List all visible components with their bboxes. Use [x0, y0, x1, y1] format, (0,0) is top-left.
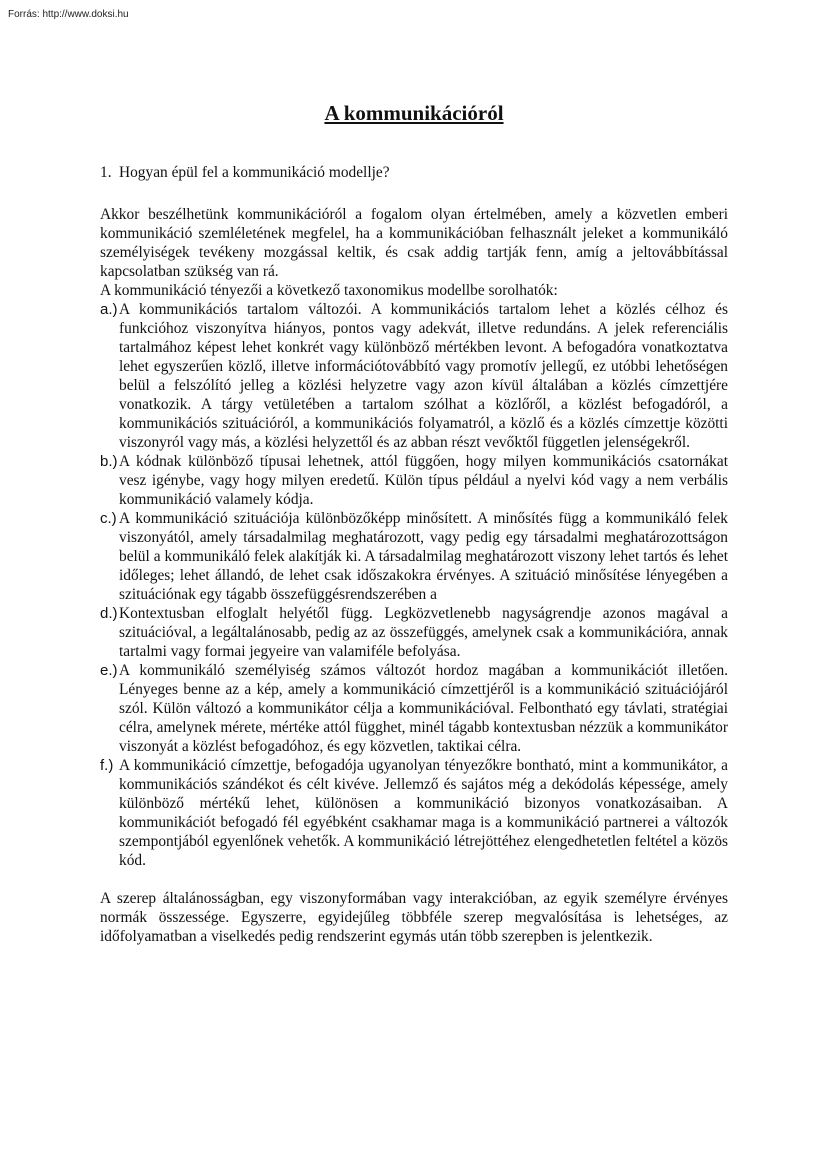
- item-letter: b.): [100, 453, 118, 470]
- item-letter: f.): [100, 757, 114, 774]
- list-item-e: [100, 661, 728, 756]
- item-text: A kommunikációs tartalom változói. A kommunikációs tartalom lehet a közlés célhoz és funkcióhoz viszonyítva hiányos, pontos vagy adekvát, illetve redundáns. A jelek referenciális tartalmához képest lehet konkrét vagy különböző mértékben levont. A befogadóra vonatkoztatva lehet egyszerűen közlő, illetve információtovábbító vagy promotív jellegű, ez utóbbi lehetőségen belül a felszólító jelleg a közlési helyzetre vagy azon kívül általában a közlés címzettjére vonatkozik. A tárgy vetületében a tartalom szólhat a közlőről, a közlést befogadóról, a kommunikációs szituációról, a kommunikációs folyamatról, a közlő és a közlés címzettje közötti viszonyról vagy más, a közlési helyzettől és az abban részt vevőktől független jelenségekről.: [119, 301, 728, 451]
- intro-paragraph: Akkor beszélhetünk kommunikációról a fogalom olyan értelmében, amely a közvetlen emberi kommunikáció szemléletének megfelel, ha a kommunikációban felhasznált jeleket a kommunikáló személyiségek tevékeny mozgással keltik, és csak addig tartják fenn, amíg a jeltovábbítással kapcsolatban szükség van rá.: [100, 206, 728, 280]
- intro-lead: A kommunikáció tényezői a következő taxonomikus modellbe sorolhatók:: [100, 282, 558, 299]
- item-text: Kontextusban elfoglalt helyétől függ. Legközvetlenebb nagyságrendje azonos magával a szituációval, a legáltalánosabb, pedig az az összefüggés, amelynek csak a kommunikációra, annak tartalmi vagy formai jegyeire van valamiféle befolyása.: [119, 605, 728, 660]
- item-text: A kommunikáció címzettje, befogadója ugyanolyan tényezőkre bontható, mint a kommunikátor, a kommunikációs szándékot és célt kivéve. Jellemző és sajátos még a dekódolás képessége, amely különböző mértékű lehet, különösen a kommunikáció bizonyos vonatkozásaiban. A kommunikációt befogadó fél egyébként csakhamar maga is a kommunikáció partnerei a változók szempontjából egyenlőnek vehetők. A kommunikáció létrejöttéhez elengedhetetlen feltétel a közös kód.: [119, 757, 728, 869]
- list-item-d: [100, 604, 728, 661]
- list-item-a: [100, 300, 728, 452]
- question-heading: [100, 163, 390, 182]
- item-text: A kódnak különböző típusai lehetnek, attól függően, hogy milyen kommunikációs csatornákat vesz igénybe, vagy hogy milyen eredetű. Külön típus például a nyelvi kód vagy a nem verbális kommunikáció valamely kódja.: [119, 453, 728, 508]
- item-letter: e.): [100, 662, 118, 679]
- list-item-b: [100, 452, 728, 509]
- page-title: A kommunikációról: [324, 101, 504, 125]
- item-letter: a.): [100, 301, 118, 318]
- question-text: Hogyan épül fel a kommunikáció modellje?: [119, 164, 390, 181]
- question-number: 1.: [100, 164, 112, 181]
- source-note: Forrás: http://www.doksi.hu: [8, 9, 129, 20]
- body-text: [100, 205, 728, 946]
- item-text: A kommunikáló személyiség számos változót hordoz magában a kommunikációt illetően. Lényeges benne az a kép, amely a kommunikáció címzettjéről is a kommunikáció szituációjáról szól. Külön változó a kommunikátor célja a kommunikációval. Felbontható egy távlati, stratégiai célra, amelynek mérete, mértéke attól függhet, minél tágabb kontextusban nézzük a kommunikátor viszonyát a közlést befogadóhoz, és egy közvetlen, taktikai célra.: [119, 662, 728, 755]
- item-text: A kommunikáció szituációja különbözőképp minősített. A minősítés függ a kommunikáló felek viszonyától, amely társadalmilag meghatározott, vagy pedig egy társadalmi meghatározottságon belül a kommunikáló felek alakítják ki. A társadalmilag meghatározott viszony lehet tartós és lehet időleges; lehet állandó, de lehet csak időszakokra érvényes. A szituáció minősítése lényegében a szituációnak egy tágabb összefüggésrendszerében a: [119, 510, 728, 603]
- list-item-c: [100, 509, 728, 604]
- closing-paragraph: A szerep általánosságban, egy viszonyformában vagy interakcióban, az egyik személyre érvényes normák összessége. Egyszerre, egyidejűleg többféle szerep megvalósítása is lehetséges, az időfolyamatban a viselkedés pedig rendszerint egymás után több szerepben is jelentkezik.: [100, 890, 728, 945]
- item-letter: d.): [100, 605, 118, 622]
- list-item-f: [100, 756, 728, 870]
- factor-list: [100, 300, 728, 870]
- item-letter: c.): [100, 510, 117, 527]
